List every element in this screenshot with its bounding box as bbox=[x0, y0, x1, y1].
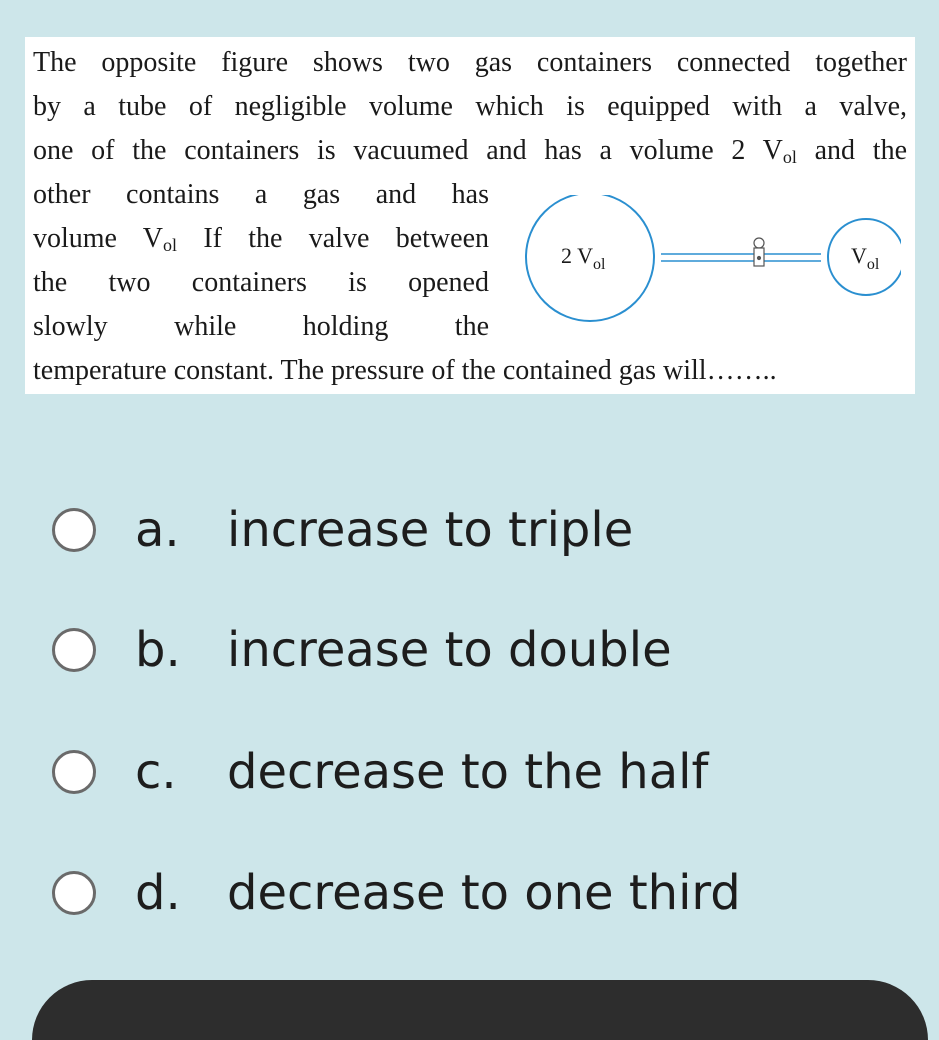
option-text: decrease to one third bbox=[227, 865, 741, 921]
question-line-3 bbox=[33, 129, 907, 173]
question-line-5 bbox=[33, 217, 489, 261]
option-letter: d. bbox=[135, 865, 181, 921]
line5-post: If the valve between bbox=[177, 223, 490, 254]
radio-button-b[interactable] bbox=[52, 628, 96, 672]
valve-icon bbox=[754, 238, 764, 266]
option-b[interactable] bbox=[52, 610, 902, 690]
line3-pre: one of the containers is vacuumed and has a volume 2 V bbox=[33, 135, 783, 166]
question-line-1: The opposite figure shows two gas containers connected together bbox=[33, 47, 907, 78]
option-text: decrease to the half bbox=[227, 744, 709, 800]
line3-post: and the bbox=[796, 135, 908, 166]
option-letter: b. bbox=[135, 622, 181, 678]
option-d[interactable] bbox=[52, 853, 902, 933]
line5-sub: ol bbox=[163, 235, 178, 255]
question-line-6: the two containers is opened bbox=[33, 267, 489, 298]
option-letter: a. bbox=[135, 502, 180, 558]
question-line-7: slowly while holding the bbox=[33, 311, 489, 342]
option-text: increase to triple bbox=[227, 502, 634, 558]
question-card bbox=[25, 37, 915, 394]
radio-button-c[interactable] bbox=[52, 750, 96, 794]
bottom-sheet-bar bbox=[32, 980, 928, 1040]
question-line-2: by a tube of negligible volume which is equipped with a valve, bbox=[33, 91, 907, 122]
question-line-4: other contains a gas and has bbox=[33, 179, 489, 210]
line3-sub: ol bbox=[782, 147, 797, 167]
option-letter: c. bbox=[135, 744, 177, 800]
line5-pre: volume V bbox=[33, 223, 164, 254]
gas-containers-figure bbox=[521, 195, 901, 335]
radio-button-d[interactable] bbox=[52, 871, 96, 915]
radio-button-a[interactable] bbox=[52, 508, 96, 552]
left-container-label: 2 $V_{ol}$ bbox=[561, 243, 606, 273]
option-text: increase to double bbox=[227, 622, 672, 678]
option-a[interactable] bbox=[52, 490, 902, 570]
option-c[interactable] bbox=[52, 732, 902, 812]
right-container-label: $V_{ol}$ bbox=[851, 243, 880, 273]
question-line-8: temperature constant. The pressure of the contained gas will…….. bbox=[33, 355, 777, 386]
